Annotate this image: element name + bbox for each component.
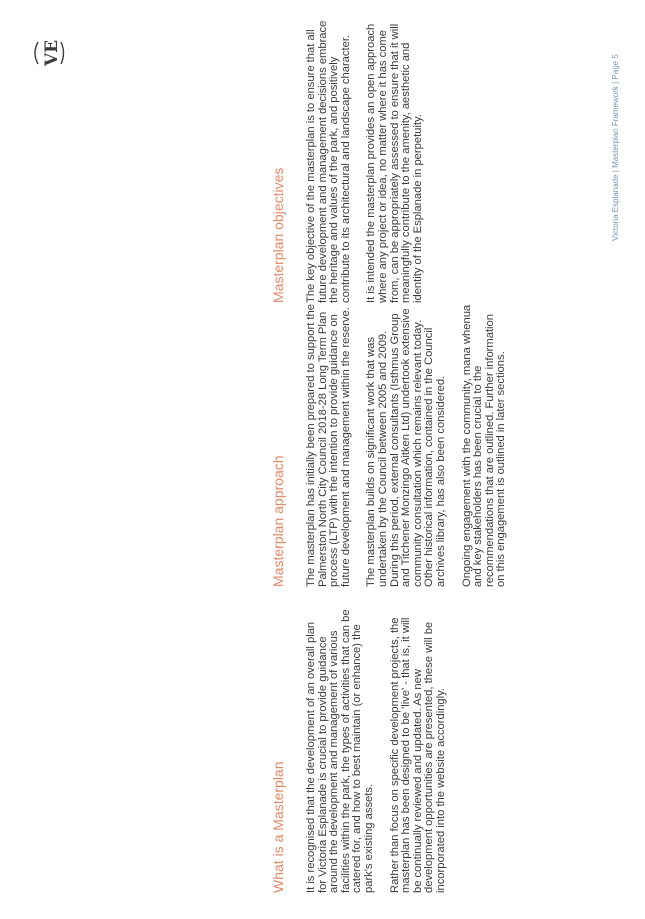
section-heading: Masterplan approach [270, 455, 286, 587]
ve-monogram-icon [28, 33, 68, 73]
body-paragraph: It is recognised that the development of an overall plan for Victoria Esplanade is crucial to provide guidance around the development and management of various facilities within the park, the types of activities that can be catered for, and how to best maintain (or enhance) the park's existing assets. [305, 609, 375, 893]
section-heading: What is a Masterplan [270, 761, 286, 893]
column-masterplan-objectives [270, 13, 438, 303]
page-footer: Victoria Esplanade | Masterplan Framework | Page 5 [611, 54, 620, 241]
body-paragraph: The key objective of the masterplan is to ensure that all future development and management decisions embrace the heritage and values of the park, and positively contribute to its architectural and landscape character. [305, 20, 352, 303]
svg-text:VE: VE [42, 39, 62, 67]
victoria-esplanade-logo [28, 33, 68, 73]
column-what-is-a-masterplan [270, 608, 462, 893]
body-paragraph: Ongoing engagement with the community, mana whenua and key stakeholders has been crucial to the recommendations that are outlined. Further information on this engagement is outlined in later sections. [460, 304, 508, 587]
section-heading: Masterplan objectives [270, 167, 286, 303]
column-masterplan-approach [270, 302, 522, 587]
body-paragraph: The masterplan has initially been prepared to support the Palmerston North City Council 2018-28 Long Term Plan process (LTP) with the intention to provide guidance on future development and management within the reserve. [305, 304, 352, 587]
body-paragraph: Rather than focus on specific development projects, the masterplan has been designed to be 'live' - that is, it will be continually reviewed and updated. As new development opportunities are presented, these will be incorporated into the website accordingly. [388, 617, 447, 893]
body-paragraph: It is intended the masterplan provides an open approach where any project or idea, no matter where it has come from, can be appropriately assessed to ensure that it will meaningfully contribute to the amenity, aesthetic and identity of the Esplanade in perpetuity. [365, 23, 424, 303]
body-paragraph: The masterplan builds on significant work that was undertaken by the Council between 2005 and 2009. During this period, external consultants (Isthmus Group and Titchener Monzingo Aitken Ltd) undertook extensive community consultation which remains relevant today. Other historical information, contained in the Council archives library, has also been considered. [365, 308, 447, 587]
